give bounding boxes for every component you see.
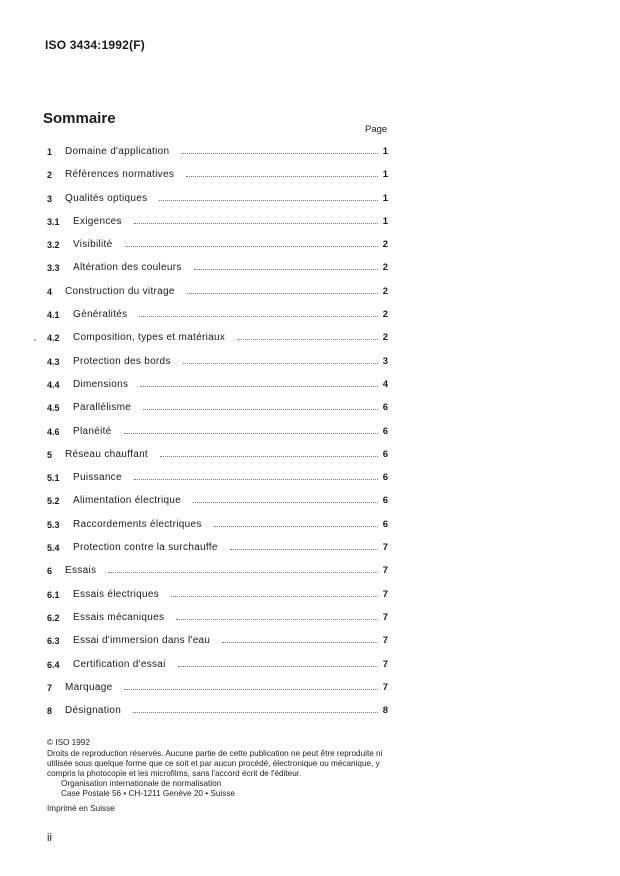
printed-in: Imprimé en Suisse [47,804,115,813]
toc-entry[interactable] [47,400,392,423]
page-column-label: Page [365,124,388,135]
toc-entry-number: 6.1 [47,589,60,600]
toc-leader-dots [214,526,378,527]
toc-entry-number: 3.1 [47,216,60,227]
toc-entry-page: 1 [382,169,388,181]
toc-entry-title: Domaine d'application [65,146,170,157]
table-of-contents [47,144,392,726]
toc-entry[interactable] [47,657,392,680]
toc-entry-title: Réseau chauffant [65,448,149,460]
toc-entry[interactable] [47,167,392,190]
toc-entry-title: Qualités optiques [65,192,148,204]
toc-leader-dots [230,549,378,550]
toc-entry[interactable] [47,703,392,726]
toc-entry[interactable] [47,517,392,540]
toc-entry[interactable] [47,633,392,656]
page-number: ii [47,832,52,844]
toc-entry[interactable] [47,680,392,703]
toc-leader-dots [237,339,378,340]
toc-entry-number: 6.4 [47,659,60,670]
toc-entry-number: 2 [47,170,53,181]
rights-statement: Droits de reproduction réservés. Aucune partie de cette publication ne peut être reproduite ni utilisée sous quelque forme que ce soit et par aucun procédé, électronique ou mécanique, y compris la photocopie et les microfilms, sans l'accord écrit de l'éditeur. [47,749,383,778]
toc-entry-page: 6 [382,448,388,460]
toc-entry-title: Parallélisme [73,402,132,414]
toc-entry-page: 2 [382,332,388,344]
toc-leader-dots [181,153,378,154]
toc-entry-page: 7 [382,565,388,577]
toc-entry-page: 7 [382,658,388,670]
toc-entry-page: 1 [382,192,388,204]
toc-entry[interactable] [47,377,392,400]
toc-entry-title: Altération des couleurs [73,262,182,274]
contents-title: Sommaire [43,110,116,127]
toc-entry-title: Exigences [73,215,122,227]
toc-entry-number: 4.5 [47,403,60,414]
toc-entry-title: Essais [65,565,97,577]
toc-entry-number: 3.2 [47,240,60,251]
toc-leader-dots [183,363,378,364]
toc-entry-title: Protection contre la surchauffe [73,542,218,554]
toc-leader-dots [134,223,378,224]
toc-entry-page: 3 [382,355,388,367]
toc-entry-page: 7 [382,588,388,600]
toc-leader-dots [222,642,378,643]
toc-entry-page: 2 [382,239,388,251]
toc-leader-dots [134,479,378,480]
toc-entry-title: Certification d'essai [73,658,166,670]
toc-entry-title: Puissance [73,472,122,484]
toc-entry[interactable] [47,191,392,214]
toc-entry[interactable] [47,424,392,447]
toc-entry[interactable] [47,493,392,516]
toc-entry-number: 7 [47,682,53,693]
toc-entry-page: 6 [382,425,388,437]
toc-entry-title: Généralités [73,309,128,321]
toc-entry-number: 6.3 [47,636,60,647]
toc-entry-title: Références normatives [65,169,175,181]
toc-entry-page: 1 [382,215,388,227]
toc-entry-number: 1 [47,147,53,157]
toc-leader-dots [194,269,378,270]
scan-speck [34,339,36,341]
toc-leader-dots [133,712,378,713]
toc-entry-number: 5.1 [47,473,60,484]
toc-entry-number: 5.2 [47,496,60,507]
toc-entry[interactable] [47,284,392,307]
toc-leader-dots [160,456,378,457]
toc-leader-dots [124,433,378,434]
toc-leader-dots [143,409,378,410]
toc-entry-title: Essais mécaniques [73,611,165,623]
toc-entry-page: 8 [382,705,388,717]
toc-entry-title: Visibilité [73,239,113,251]
toc-entry-page: 4 [382,378,388,390]
toc-entry-page: 6 [382,495,388,507]
toc-entry[interactable] [47,447,392,470]
toc-entry[interactable] [47,610,392,633]
toc-leader-dots [176,619,378,620]
toc-entry-number: 4.4 [47,379,60,390]
toc-entry[interactable] [47,214,392,237]
toc-entry-title: Protection des bords [73,355,171,367]
toc-entry-title: Alimentation électrique [73,495,182,507]
toc-entry-number: 5 [47,449,53,460]
toc-entry-number: 6 [47,566,53,577]
toc-entry[interactable] [47,144,392,167]
toc-entry-number: 4.1 [47,310,60,321]
toc-entry-title: Raccordements électriques [73,518,202,530]
toc-entry-page: 2 [382,285,388,297]
copyright-notice [47,738,392,814]
toc-entry-page: 6 [382,518,388,530]
copyright-line: © ISO 1992 [47,738,90,747]
toc-entry[interactable] [47,354,392,377]
toc-entry-title: Essais électriques [73,588,159,600]
toc-leader-dots [171,596,378,597]
toc-entry-number: 4.3 [47,356,60,367]
organization-address: Case Postale 56 • CH-1211 Genève 20 • Suisse [61,789,235,798]
toc-entry[interactable] [47,470,392,493]
toc-entry-number: 6.2 [47,612,60,623]
toc-entry-title: Dimensions [73,378,129,390]
toc-entry-title: Composition, types et matériaux [73,332,226,344]
toc-leader-dots [125,246,378,247]
toc-leader-dots [124,689,378,690]
toc-entry-number: 4.2 [47,333,60,344]
toc-entry-number: 4 [47,286,53,297]
toc-entry[interactable] [47,260,392,283]
toc-entry-number: 8 [47,706,53,717]
toc-entry-title: Construction du vitrage [65,285,175,297]
toc-entry-page: 7 [382,635,388,647]
toc-leader-dots [139,316,378,317]
toc-leader-dots [187,293,378,294]
toc-entry-number: 5.3 [47,519,60,530]
toc-entry-page: 6 [382,402,388,414]
toc-entry-page: 1 [382,146,388,157]
toc-entry[interactable] [47,563,392,586]
toc-entry-page: 7 [382,542,388,554]
toc-leader-dots [178,666,378,667]
toc-leader-dots [193,502,378,503]
toc-entry-page: 2 [382,262,388,274]
toc-leader-dots [140,386,378,387]
toc-entry[interactable] [47,237,392,260]
toc-leader-dots [108,572,378,573]
toc-entry[interactable] [47,307,392,330]
document-header: ISO 3434:1992(F) [45,38,145,52]
toc-entry-number: 5.4 [47,543,60,554]
toc-entry-title: Marquage [65,681,113,693]
toc-entry-page: 6 [382,472,388,484]
organization-name: Organisation internationale de normalisation [61,779,222,788]
toc-entry-title: Essai d'immersion dans l'eau [73,635,211,647]
toc-entry[interactable] [47,587,392,610]
toc-entry-page: 7 [382,611,388,623]
toc-entry-page: 2 [382,309,388,321]
toc-leader-dots [159,200,378,201]
toc-entry-page: 7 [382,681,388,693]
toc-entry[interactable] [47,540,392,563]
toc-entry-number: 3 [47,193,53,204]
toc-leader-dots [186,176,378,177]
toc-entry-title: Planéité [73,425,112,437]
toc-entry-title: Désignation [65,705,122,717]
toc-entry-number: 4.6 [47,426,60,437]
toc-entry[interactable] [47,330,392,353]
toc-entry-number: 3.3 [47,263,60,274]
